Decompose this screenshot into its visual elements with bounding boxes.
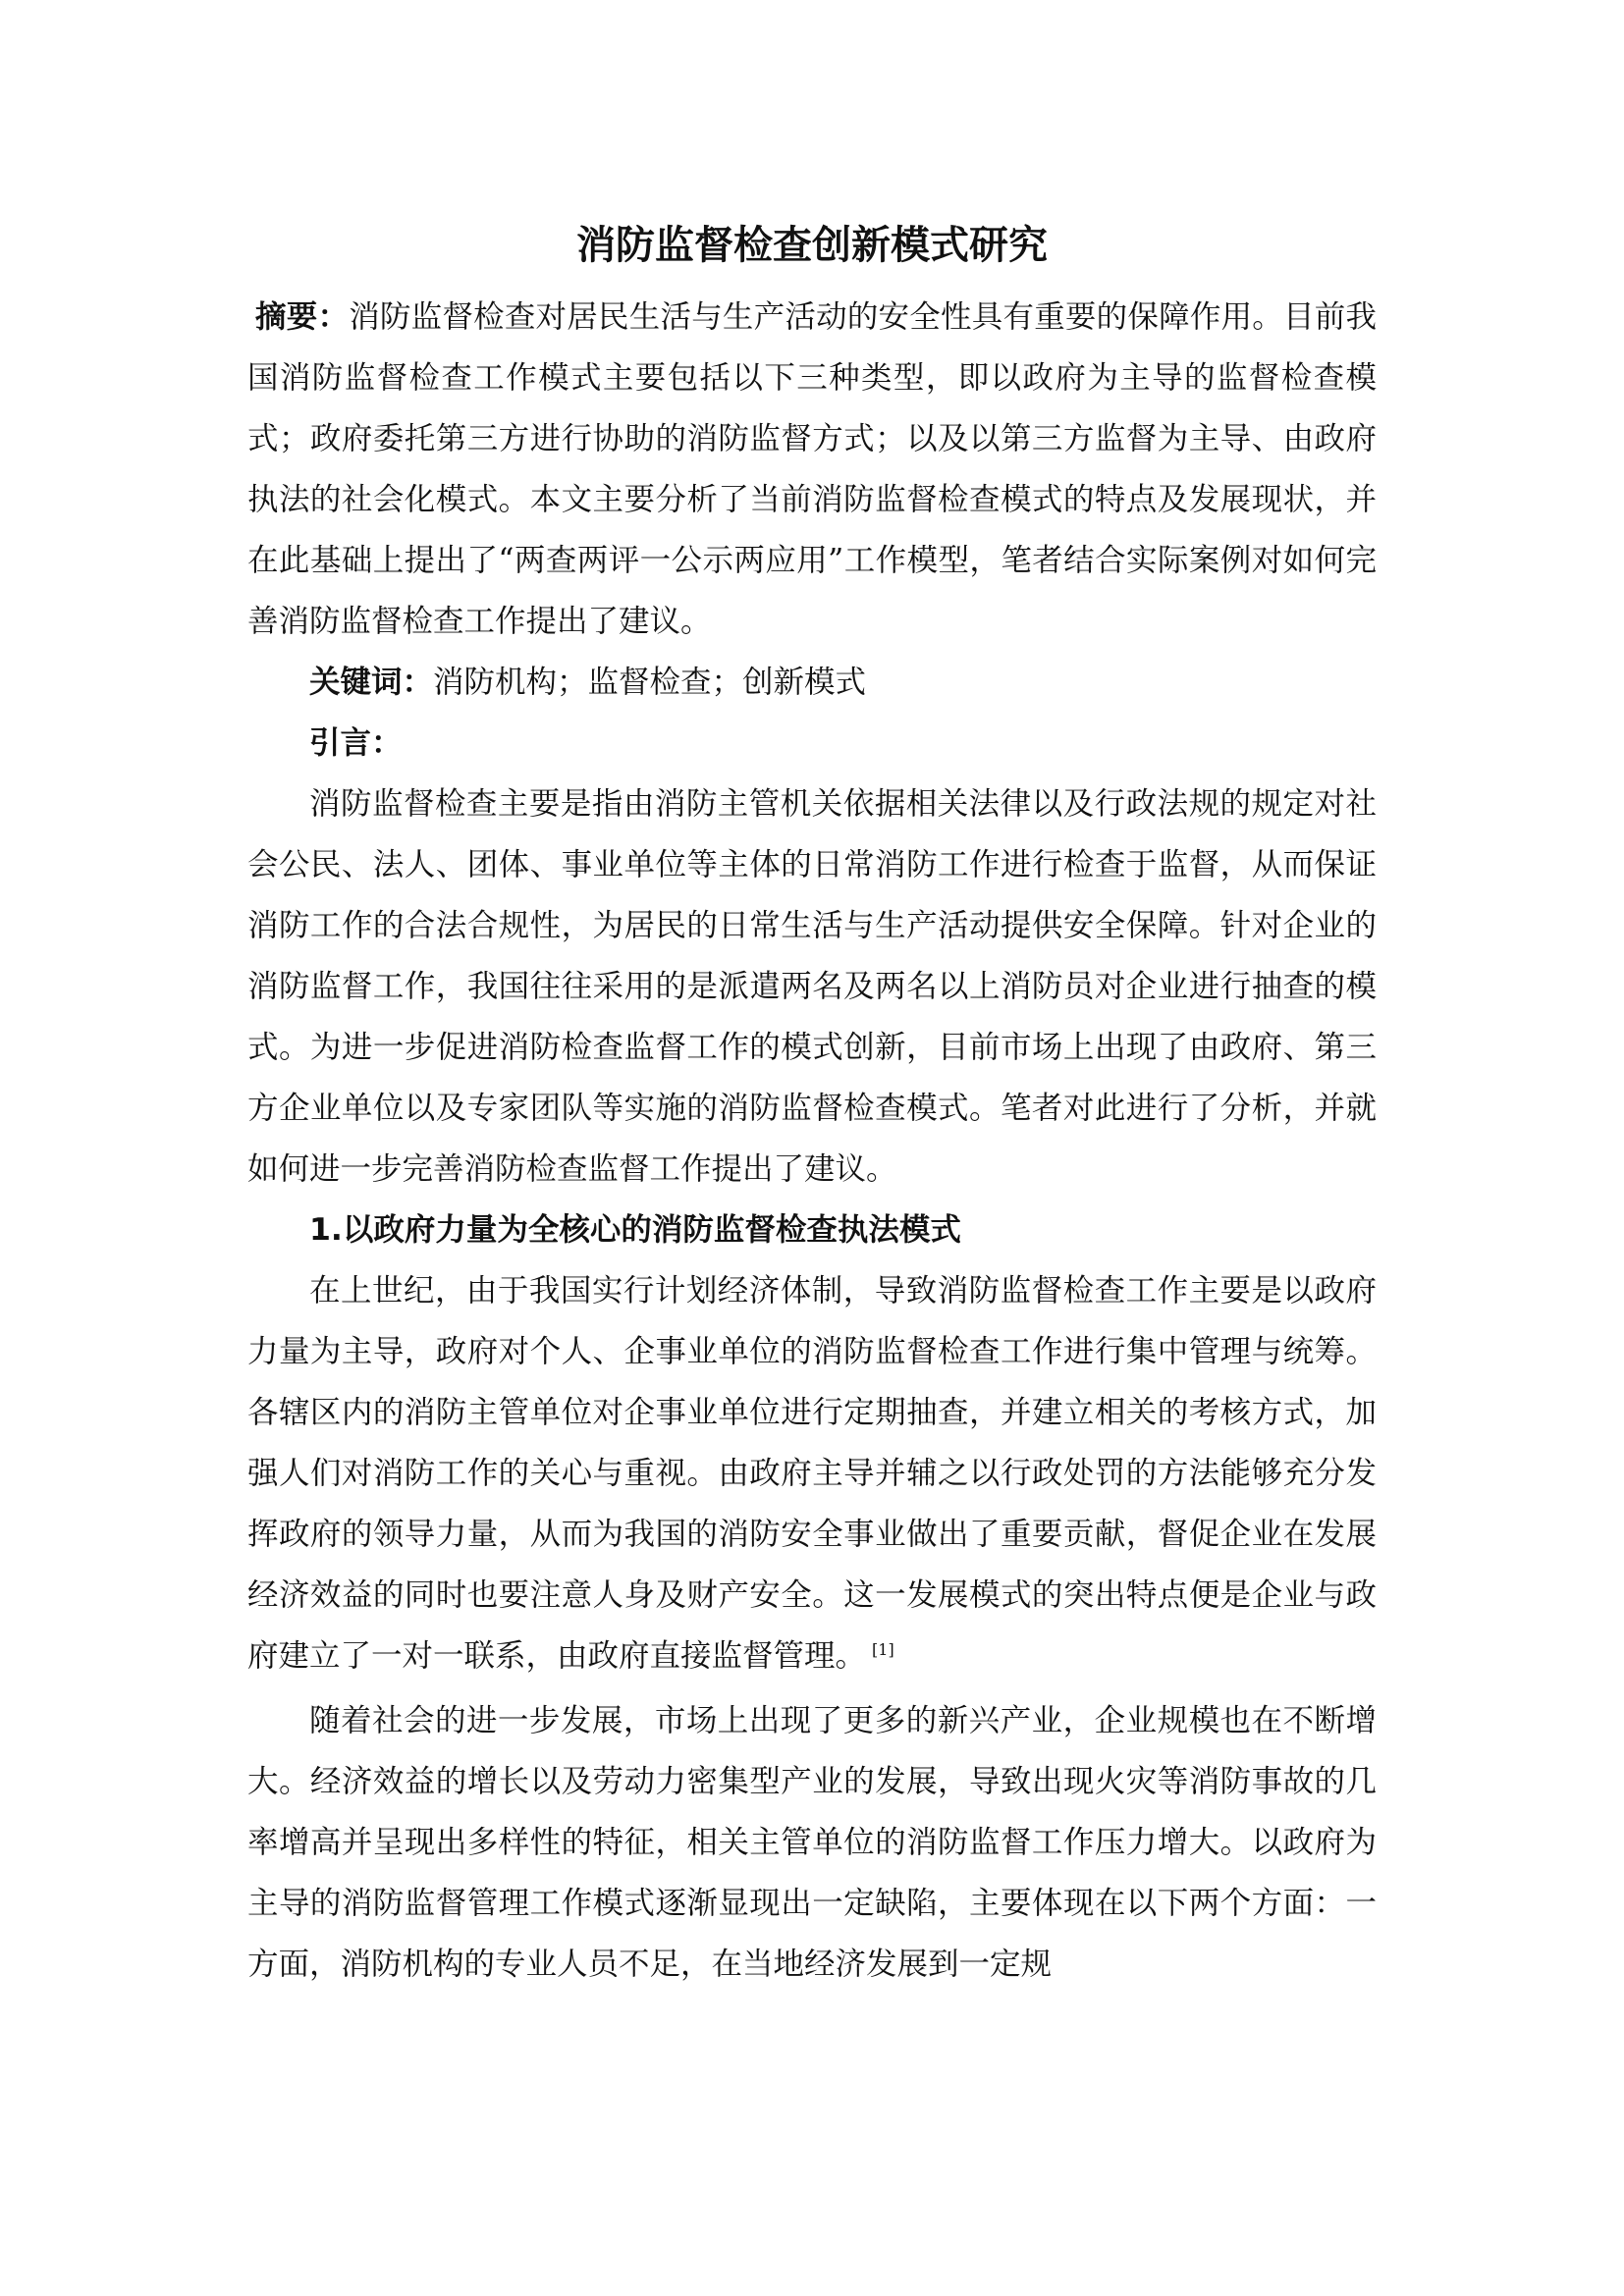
keywords-label: 关键词： — [309, 665, 434, 700]
abstract-label: 摘要： — [255, 299, 350, 335]
citation-marker: [1] — [872, 1639, 894, 1659]
document-body — [247, 216, 1377, 1995]
abstract-text: 消防监督检查对居民生活与生产活动的安全性具有重要的保障作用。目前我国消防监督检查工作模式主要包括以下三种类型，即以政府为主导的监督检查模式；政府委托第三方进行协助的消防监督方式；以及以第三方监督为主导、由政府执法的社会化模式。本文主要分析了当前消防监督检查模式的特点及发展现状，并在此基础上提出了“两查两评一公示两应用”工作模型，笔者结合实际案例对如何完善消防监督检查工作提出了建议。 — [247, 299, 1377, 639]
section-1-paragraph-2: 随着社会的进一步发展，市场上出现了更多的新兴产业，企业规模也在不断增大。经济效益的增长以及劳动力密集型产业的发展，导致出现火灾等消防事故的几率增高并呈现出多样性的特征，相关主管单位的消防监督工作压力增大。以政府为主导的消防监督管理工作模式逐渐显现出一定缺陷，主要体现在以下两个方面：一方面，消防机构的专业人员不足，在当地经济发展到一定规 — [247, 1703, 1377, 1982]
section-1-paragraph-1-text: 在上世纪，由于我国实行计划经济体制，导致消防监督检查工作主要是以政府力量为主导，政府对个人、企事业单位的消防监督检查工作进行集中管理与统筹。各辖区内的消防主管单位对企事业单位进行定期抽查，并建立相关的考核方式，加强人们对消防工作的关心与重视。由政府主导并辅之以行政处罚的方法能够充分发挥政府的领导力量，从而为我国的消防安全事业做出了重要贡献，督促企业在发展经济效益的同时也要注意人身及财产安全。这一发展模式的突出特点便是企业与政府建立了一对一联系，由政府直接监督管理。 — [247, 1273, 1377, 1674]
document-title: 消防监督检查创新模式研究 — [576, 223, 1048, 268]
keywords-line — [247, 652, 1377, 713]
section-1-heading: 1.以政府力量为全核心的消防监督检查执法模式 — [309, 1212, 961, 1248]
intro-paragraph: 消防监督检查主要是指由消防主管机关依据相关法律以及行政法规的规定对社会公民、法人、团体、事业单位等主体的日常消防工作进行检查于监督，从而保证消防工作的合法合规性，为居民的日常生活与生产活动提供安全保障。针对企业的消防监督工作，我国往往采用的是派遣两名及两名以上消防员对企业进行抽查的模式。为进一步促进消防检查监督工作的模式创新，目前市场上出现了由政府、第三方企业单位以及专家团队等实施的消防监督检查模式。笔者对此进行了分析，并就如何进一步完善消防检查监督工作提出了建议。 — [247, 786, 1377, 1187]
intro-label: 引言： — [309, 725, 403, 761]
section-1-paragraph-1 — [247, 1260, 1377, 1686]
abstract-paragraph — [247, 287, 1377, 652]
intro-label-line — [247, 713, 1377, 774]
keywords-text: 消防机构；监督检查；创新模式 — [433, 665, 867, 700]
